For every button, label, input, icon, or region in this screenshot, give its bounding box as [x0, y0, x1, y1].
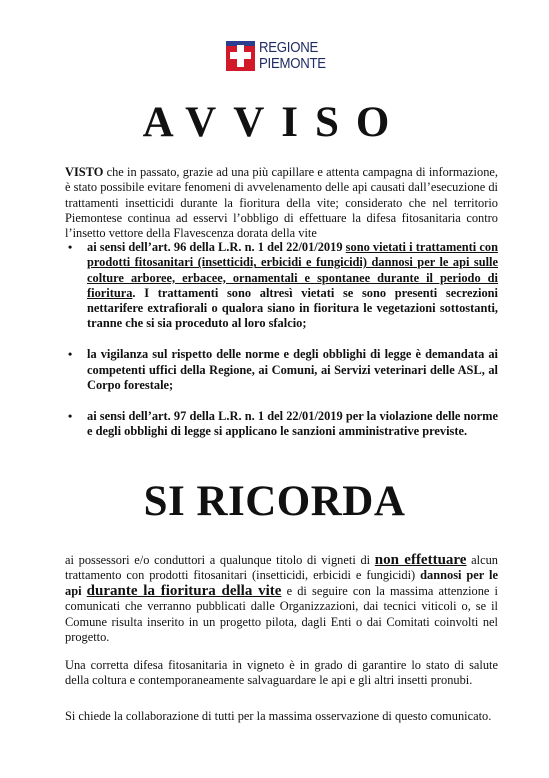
- section-title: SI RICORDA: [143, 478, 406, 525]
- reminder-paragraph: [65, 553, 498, 645]
- bullet-text-post: . I trattamenti sono altresì vietati se sono presenti secrezioni nettarifere extrafiorali o qualora siano in fioritura le vegetazioni sottostanti, tranne che si sia proceduto al loro sfalcio;: [87, 285, 498, 331]
- reminder-emphasis-dannosi: dannosi per le api: [65, 568, 498, 598]
- reminder-text-c: alcun trattamento con prodotti fitosanitari (insetticidi, erbicidi e fungicidi): [65, 553, 499, 583]
- logo-line-2: PIEMONTE: [259, 55, 326, 72]
- bullet-dot-icon: •: [68, 408, 73, 423]
- list-item: [65, 240, 498, 332]
- collaboration-paragraph: Si chiede la collaborazione di tutti per la massima osservazione di questo comunicato.: [65, 709, 492, 723]
- intro-lead: VISTO: [65, 165, 104, 179]
- bullet-text: ai sensi dell’art. 97 della L.R. n. 1 del 22/01/2019 per la violazione delle norme e degli obblighi di legge si applicano le sanzioni amministrative previste.: [87, 408, 498, 438]
- list-item: [65, 409, 498, 440]
- bullet-list: [65, 240, 498, 455]
- logo-line-1: REGIONE: [259, 39, 319, 56]
- bullet-text-pre: ai sensi dell’art. 96 della L.R. n. 1 del 22/01/2019: [87, 240, 346, 254]
- reminder-text-g: e di seguire con la massima attenzione i comunicati che verranno pubblicati dalle Organizzazioni, dai tecnici viticoli o, se il Comune risulta inserito in un progetto pilota, dagli Enti o dai Comitati coinvolti nel progetto.: [65, 583, 498, 645]
- defense-paragraph: Una corretta difesa fitosanitaria in vigneto è in grado di garantire lo stato di salute della coltura e contemporaneamente salvaguardare le api e gli altri insetti pronubi.: [65, 658, 498, 688]
- bullet-dot-icon: •: [68, 240, 73, 254]
- regione-piemonte-logo: [226, 40, 336, 74]
- reminder-text-a: ai possessori e/o conduttori a qualunque titolo di vigneti di: [65, 553, 375, 567]
- bullet-dot-icon: •: [68, 347, 73, 362]
- regione-piemonte-emblem-icon: [226, 41, 255, 71]
- logo-text: [259, 40, 326, 72]
- reminder-emphasis-fioritura: durante la fioritura della vite: [86, 582, 282, 599]
- page-title: AVVISO: [142, 99, 407, 146]
- intro-paragraph: [65, 165, 498, 241]
- reminder-emphasis-non-effettuare: non effettuare: [374, 552, 467, 568]
- bullet-text: la vigilanza sul rispetto delle norme e degli obblighi di legge è demandata ai competenti uffici della Regione, ai Comuni, ai Servizi veterinari delle ASL, al Corpo forestale;: [87, 347, 498, 392]
- bullet-text-underlined: sono vietati i trattamenti con prodotti fitosanitari (insetticidi, erbicidi e fungicidi) dannosi per le api sulle colture arboree, erbacee, ornamentali e spontanee durante il periodo di fioritura: [87, 240, 498, 300]
- intro-text: che in passato, grazie ad una più capillare e attenta campagna di informazione, è stato possibile evitare fenomeni di avvelenamento delle api causati dall’esecuzione di trattamenti insetticidi durante la fioritura della vite; considerato che nel territorio Piemontese continua ad esservi l’obbligo di effettuare la difesa fitosanitaria contro l’insetto vettore della Flavescenza dorata della vite: [65, 165, 498, 241]
- list-item: [65, 347, 498, 393]
